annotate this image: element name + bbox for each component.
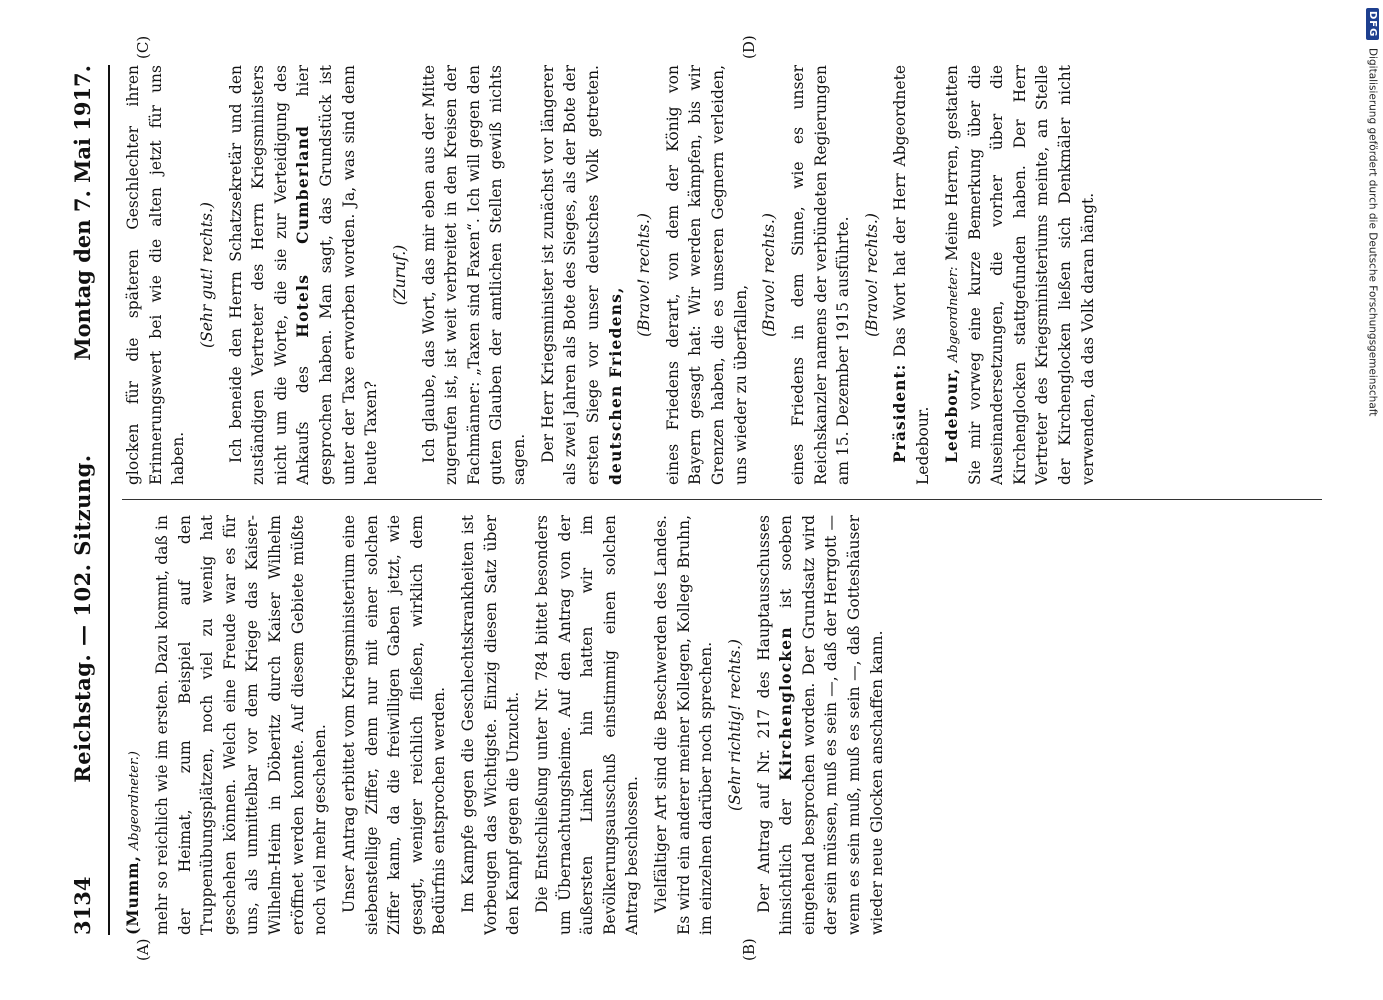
interjection: (Sehr gut! rechts.) <box>197 202 216 348</box>
paragraph: mehr so reichlich wie im ersten. Dazu kommt, daß in der Heimat, zum Beispiel auf den Truppenübungsplätzen, noch viel zu wenig hat geschehen können. Welch eine Freude war es für uns, als unmittelbar vor dem Kriege das Kaiser-Wilhelm-Heim in Döberitz durch Kaiser Wilhelm eröffnet werden konnte. Auf diesem Gebiete müßte noch viel mehr geschehen. <box>152 515 330 935</box>
margin-marker-a: (A) <box>134 938 152 961</box>
interjection: (Bravo! rechts.) <box>862 213 881 337</box>
right-text-column <box>122 65 1322 485</box>
speaker-role: Abgeordneter.) <box>127 751 142 851</box>
margin-marker-d: (D) <box>740 35 758 59</box>
emphasis-deutschen-friedens: deutschen Friedens, <box>605 286 625 485</box>
paragraph: eines Friedens in dem Sinne, wie es unser Reichskanzler namens der verbündeten Regierungen am 15. Dezember 1915 ausführte. <box>788 65 853 485</box>
column-divider <box>122 499 1322 500</box>
president-label: Präsident: <box>890 363 910 463</box>
credit-text: Digitalisierung gefördert durch die Deutsche Forschungsgemeinschaft <box>1366 48 1379 417</box>
interjection: (Bravo! rechts.) <box>760 213 779 337</box>
interjection: (Sehr richtig! rechts.) <box>725 639 744 811</box>
speaker-role: Abgeordneter: <box>945 266 961 363</box>
paragraph: Ich glaube, das Wort, das mir eben aus der Mitte zugerufen ist, ist weit verbreitet in den Kreisen der Fachmänner: „Taxen sind Faxen“. Ich will gegen den guten Glauben der amtlichen Stellen gewiß nichts sagen. <box>419 65 528 485</box>
header-rule <box>108 65 110 935</box>
paragraph-text: Der Herr Kriegsminister ist zunächst vor längerer als zwei Jahren als Bote des Sieges, als der Bote der ersten Siege vor unser deutsches Volk getreten. <box>538 65 602 485</box>
speaker-name: (Mumm, <box>123 855 142 935</box>
paragraph <box>753 515 889 935</box>
margin-marker-c: (C) <box>134 35 152 59</box>
dfg-logo-badge: DFG <box>1366 8 1379 40</box>
paragraph: Unser Antrag erbittet vom Kriegsministerium eine siebenstellige Ziffer, denn nur mit einer solchen Ziffer kann, da die freiwilligen Gaben jetzt, wie gesagt, weniger reichlich fließen, wirklich dem Bedürfnis entsprochen werden. <box>339 515 449 935</box>
paragraph: Vielfältiger Art sind die Beschwerden des Landes. Es wird ein anderer meiner Kollegen, Kollege Bruhn, im einzelnen darüber noch sprechen. <box>652 515 716 935</box>
page-date: Montag den 7. Mai 1917. <box>69 65 95 361</box>
session-title: Reichstag. — 102. Sitzung. <box>69 454 95 783</box>
paragraph-text: ist soeben eingehend besprochen worden. Der Grundsatz wird der sein müssen, muß es sein —, daß der Herrgott — wenn es sein muß, muß es sein —, daß Gotteshäuser wieder neue Glocken anschaffen kann. <box>777 515 886 935</box>
president-statement <box>889 65 934 485</box>
speaker-ledebour: Ledebour, <box>941 367 961 463</box>
left-text-column <box>122 515 1322 935</box>
paragraph <box>537 65 628 485</box>
paragraph: eines Friedens derart, von dem der König von Bayern gesagt hat: Wir werden kämpfen, bis wir Grenzen haben, die es unseren Gegnern verleiden, uns wieder zu überfallen, <box>663 65 750 485</box>
paragraph: Die Entschließung unter Nr. 784 bittet besonders um Übernachtungsheime. Auf den Antrag von der äußersten Linken hin hatten wir im Bevölkerungsausschuß einstimmig einen solchen Antrag beschlossen. <box>532 515 642 935</box>
paragraph: Im Kampfe gegen die Geschlechtskrankheiten ist Vorbeugen das Wichtigste. Einzig diesen Satz über den Kampf gegen die Unzucht. <box>459 515 523 935</box>
paragraph-text: Der Antrag auf Nr. 217 des Hauptausschusses hinsichtlich der <box>754 515 796 935</box>
emphasis-hotels-cumberland: Hotels Cumberland <box>293 124 313 338</box>
paragraph <box>941 65 1100 485</box>
digitization-credit <box>1366 8 1379 417</box>
interjection: (Bravo! rechts.) <box>635 213 654 337</box>
paragraph-text: hier gesprochen haben. Man sagt, das Grundstück ist unter der Taxe erworben worden. Ja, was sind denn heute Taxen? <box>294 65 381 485</box>
document-sheet <box>50 35 1340 965</box>
paragraph-text: Meine Herren, gestatten Sie mir vorweg eine kurze Bemerkung über die Auseinandersetzungen, die vorher über die Kirchenglocken stattgefunden haben. Der Herr Vertreter des Kriegsministeriums meinte, an Stelle der Kirchenglocken ließen sich Denkmäler nicht verwenden, da das Volk daran hängt. <box>942 65 1097 485</box>
interjection: (Zuruf.) <box>390 244 409 306</box>
paragraph <box>225 65 383 485</box>
paragraph: glocken für die späteren Geschlechter ihren Erinnerungswert bei wie die alten jetzt für uns haben. <box>124 65 188 485</box>
emphasis-kirchenglocken: Kirchenglocken <box>776 626 796 781</box>
paragraph-text: Ich beneide den Herrn Schatzsekretär und den zuständigen Vertreter des Herrn Kriegsministers nicht um die Worte, die sie zur Verteidigung des Ankaufs des <box>226 65 313 485</box>
president-text: Das Wort hat der Herr Abgeordnete Ledebour. <box>891 65 932 485</box>
page-number: 3134 <box>69 876 95 935</box>
margin-marker-b: (B) <box>740 938 758 961</box>
speaker-header <box>122 515 145 935</box>
page-header <box>60 65 104 935</box>
